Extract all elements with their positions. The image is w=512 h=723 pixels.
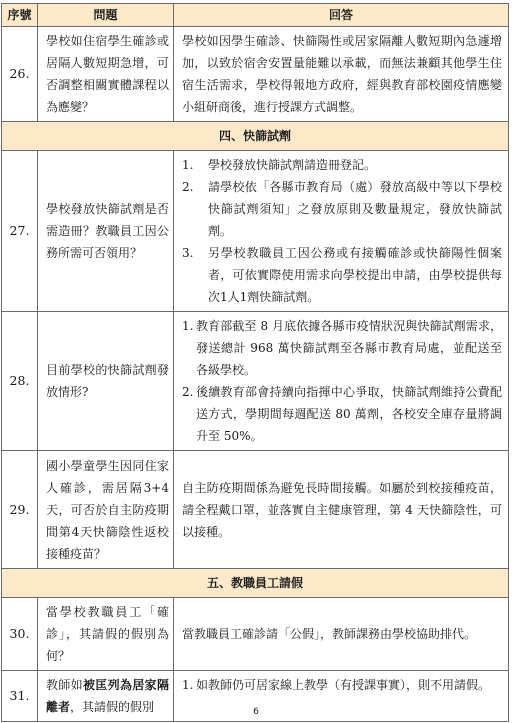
row-answer: 自主防疫期間係為避免長時間接觸。如屬於到校接種疫苗，請全程戴口罩，並落實自主健康管理，第 4 天快篩陰性，可以接種。 (174, 451, 509, 569)
row-question: 學校發放快篩試劑是否需造冊？教職員工因公務所需可否領用？ (38, 151, 174, 312)
row-question: 學校如住宿學生確診或居隔人數短期急增，可否調整相關實體課程以為應變？ (38, 27, 174, 122)
row-question: 教師如被匡列為居家隔離者，其請假的假別 (38, 671, 174, 722)
section-row (2, 569, 509, 598)
section-row (2, 122, 509, 151)
row-number: 26. (2, 27, 38, 122)
header-answer: 回答 (174, 4, 509, 27)
section-title: 四、快篩試劑 (2, 122, 509, 151)
table-header-row (2, 4, 509, 27)
faq-table (1, 3, 509, 722)
row-answer: 當教職員工確診請「公假」，教師課務由學校協助排代。 (174, 598, 509, 671)
row-number: 30. (2, 598, 38, 671)
row-number: 28. (2, 312, 38, 451)
row-question: 當學校教職員工「確診」，其請假的假別為何？ (38, 598, 174, 671)
list-item: 1. 教育部截至 8 月底依據各縣市疫情狀況與快篩試劑需求，發送總計 968 萬快篩試劑至各縣市教育局處，並配送至各級學校。 (182, 319, 502, 377)
row-answer (174, 151, 509, 312)
row-question: 目前學校的快篩試劑發放情形? (38, 312, 174, 451)
row-number: 27. (2, 151, 38, 312)
page-number: 6 (253, 707, 259, 717)
table-row (2, 451, 509, 569)
list-item: 2. 請學校依「各縣市教育局（處）發放高級中等以下學校快篩試劑須知」之發放原則及數量規定，發放快篩試劑。 (182, 180, 502, 238)
section-title: 五、教職員工請假 (2, 569, 509, 598)
header-no: 序號 (2, 4, 38, 27)
row-question: 國小學童學生因同住家人確診，需居隔3+4天，可否於自主防疫期間第4天快篩陰性返校接種疫苗？ (38, 451, 174, 569)
row-answer (174, 312, 509, 451)
table-row (2, 598, 509, 671)
table-row (2, 312, 509, 451)
list-item: 2. 後續教育部會持續向指揮中心爭取，快篩試劑維持公費配送方式，學期間每週配送 80 萬劑，各校安全庫存量將調升至 50%。 (182, 385, 502, 443)
list-item: 1. 學校發放快篩試劑請造冊登記。 (182, 158, 377, 172)
answer-list (182, 154, 502, 308)
answer-list (182, 674, 502, 696)
table-row (2, 27, 509, 122)
answer-list (182, 315, 502, 447)
row-answer: 學校如因學生確診、快篩陽性或居家隔離人數短期內急遽增加，以致於宿舍安置量能難以承載，而無法兼顧其他學生住宿生活需求，學校得報地方政府，經與教育部校園疫情應變小組研商後，進行授課方式調整。 (174, 27, 509, 122)
row-number: 31. (2, 671, 38, 722)
table-row (2, 151, 509, 312)
list-item: 3. 另學校教職員工因公務或有接觸確診或快篩陽性個案者，可依實際使用需求向學校提出申請，由學校提供每次1人1劑快篩試劑。 (182, 246, 502, 304)
list-item: 1. 如教師仍可居家線上教學（有授課事實），則不用請假。 (182, 678, 491, 692)
header-question: 問題 (38, 4, 174, 27)
row-number: 29. (2, 451, 38, 569)
